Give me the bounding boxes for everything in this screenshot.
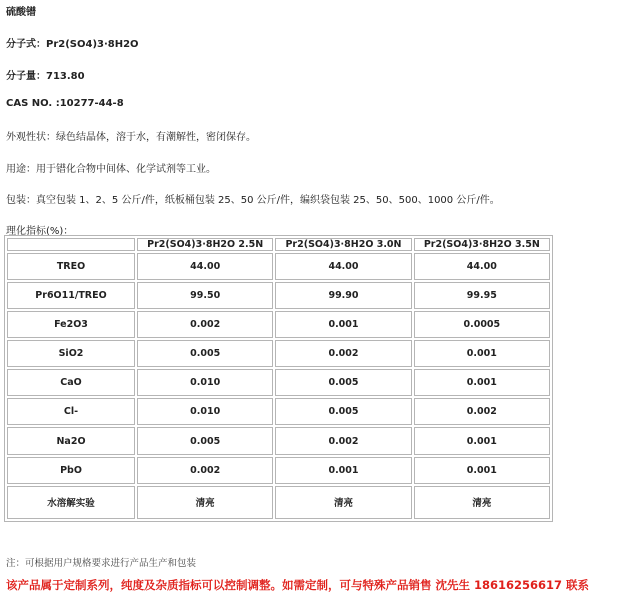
row-label: Pr6O11/TREO <box>7 282 135 309</box>
footnote: 注：可根据用户规格要求进行产品生产和包装 <box>6 558 197 569</box>
table-cell: 0.001 <box>414 340 550 367</box>
table-cell: 0.001 <box>275 311 411 338</box>
table-cell: 0.001 <box>414 457 550 484</box>
table-cell: 0.0005 <box>414 311 550 338</box>
table-cell: 清亮 <box>137 486 273 519</box>
packaging: 包装：真空包装 1、2、5 公斤/件，纸板桶包装 25、50 公斤/件，编织袋包装 25、50、500、1000 公斤/件。 <box>6 195 500 206</box>
table-row <box>7 486 550 519</box>
cas-number: CAS NO. :10277-44-8 <box>6 98 124 109</box>
table-row <box>7 253 550 280</box>
table-cell: 0.001 <box>414 427 550 454</box>
table-header-row <box>7 238 550 251</box>
custom-order-notice: 该产品属于定制系列，纯度及杂质指标可以控制调整。如需定制，可与特殊产品销售 沈先生 18616256617 联系 <box>6 578 590 592</box>
table-row <box>7 311 550 338</box>
table-cell: 清亮 <box>414 486 550 519</box>
row-label: TREO <box>7 253 135 280</box>
molecular-weight: 分子量：713.80 <box>6 71 85 82</box>
table-cell: 清亮 <box>275 486 411 519</box>
table-cell: 0.005 <box>275 369 411 396</box>
row-label: Fe2O3 <box>7 311 135 338</box>
row-label: PbO <box>7 457 135 484</box>
table-cell: 0.005 <box>275 398 411 425</box>
molecular-formula: 分子式：Pr2(SO4)3·8H2O <box>6 39 139 50</box>
row-label: Na2O <box>7 427 135 454</box>
table-cell: 0.010 <box>137 369 273 396</box>
table-row <box>7 340 550 367</box>
table-row <box>7 427 550 454</box>
table-cell: 0.001 <box>414 369 550 396</box>
table-cell: 0.002 <box>137 457 273 484</box>
row-label: 水溶解实验 <box>7 486 135 519</box>
row-label: Cl- <box>7 398 135 425</box>
table-cell: 0.005 <box>137 427 273 454</box>
table-cell: 0.002 <box>275 427 411 454</box>
header-cell: Pr2(SO4)3·8H2O 3.5N <box>414 238 550 251</box>
table-cell: 99.90 <box>275 282 411 309</box>
table-row <box>7 369 550 396</box>
header-cell <box>7 238 135 251</box>
spec-heading: 理化指标(%)： <box>6 226 74 237</box>
header-cell: Pr2(SO4)3·8H2O 2.5N <box>137 238 273 251</box>
table-cell: 44.00 <box>137 253 273 280</box>
table-cell: 99.95 <box>414 282 550 309</box>
row-label: SiO2 <box>7 340 135 367</box>
table-cell: 44.00 <box>275 253 411 280</box>
appearance: 外观性状：绿色结晶体，溶于水，有潮解性，密闭保存。 <box>6 132 256 143</box>
table-cell: 0.002 <box>137 311 273 338</box>
table-cell: 99.50 <box>137 282 273 309</box>
table-row <box>7 282 550 309</box>
table-cell: 0.010 <box>137 398 273 425</box>
product-title: 硫酸镨 <box>6 7 36 18</box>
spec-table <box>4 235 553 522</box>
table-cell: 0.002 <box>275 340 411 367</box>
table-row <box>7 398 550 425</box>
table-cell: 0.001 <box>275 457 411 484</box>
table-cell: 0.002 <box>414 398 550 425</box>
table-cell: 44.00 <box>414 253 550 280</box>
header-cell: Pr2(SO4)3·8H2O 3.0N <box>275 238 411 251</box>
usage: 用途：用于镨化合物中间体、化学试剂等工业。 <box>6 164 216 175</box>
table-cell: 0.005 <box>137 340 273 367</box>
table-row <box>7 457 550 484</box>
row-label: CaO <box>7 369 135 396</box>
